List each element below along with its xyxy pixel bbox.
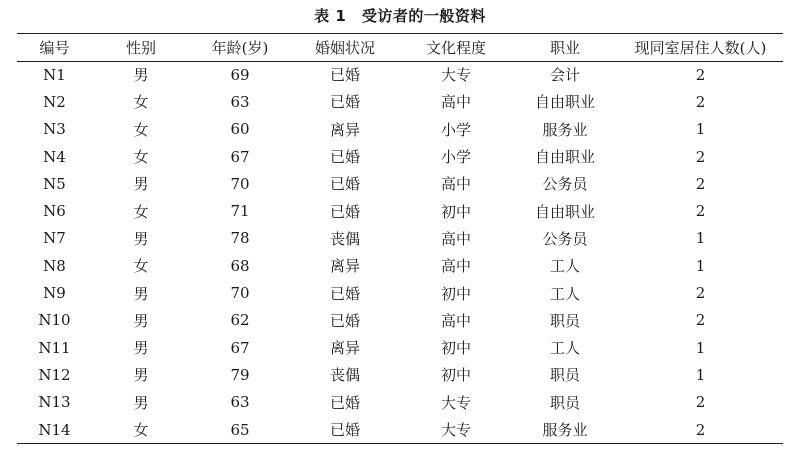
cell-id: N5 (43, 174, 66, 193)
cell-id: N2 (43, 92, 66, 111)
cell-age: 67 (230, 338, 250, 357)
cell-id: N8 (43, 256, 66, 275)
cell-id: N1 (43, 65, 66, 84)
cell-marital-status: 已婚 (329, 393, 360, 412)
table-row (17, 88, 783, 115)
cell-cohabitants: 1 (695, 338, 706, 357)
cell-gender: 女 (133, 421, 149, 439)
table-row (17, 61, 783, 88)
cell-occupation: 公务员 (542, 229, 588, 248)
cell-marital-status: 已婚 (329, 202, 360, 221)
table-body (17, 61, 783, 443)
cell-id: N7 (43, 229, 66, 248)
cell-education: 大专 (440, 393, 471, 412)
cell-age: 70 (230, 284, 250, 303)
cell-occupation: 自由职业 (534, 93, 595, 112)
cell-age: 63 (230, 92, 250, 111)
cell-gender: 女 (133, 93, 149, 112)
header-occupation: 职业 (549, 39, 580, 57)
cell-education: 高中 (440, 175, 471, 194)
cell-age: 63 (230, 393, 250, 412)
cell-age: 69 (230, 65, 250, 84)
cell-gender: 女 (133, 202, 149, 221)
cell-education: 大专 (440, 66, 471, 85)
cell-age: 65 (230, 420, 250, 439)
cell-cohabitants: 1 (695, 229, 706, 248)
header-gender: 性别 (125, 39, 156, 57)
header-education: 文化程度 (425, 39, 486, 57)
cell-marital-status: 已婚 (329, 284, 360, 303)
table-row (17, 143, 783, 170)
cell-occupation: 职员 (549, 366, 580, 385)
cell-marital-status: 丧偶 (329, 229, 360, 248)
cell-id: N4 (43, 147, 66, 166)
cell-cohabitants: 2 (695, 65, 706, 84)
cell-cohabitants: 1 (695, 256, 706, 275)
respondent-table (17, 34, 783, 443)
cell-age: 79 (230, 365, 250, 384)
cell-marital-status: 离异 (329, 257, 360, 276)
cell-age: 67 (230, 147, 250, 166)
cell-cohabitants: 2 (695, 284, 706, 303)
table-row (17, 307, 783, 334)
cell-gender: 男 (133, 311, 149, 330)
cell-gender: 男 (133, 339, 149, 358)
table-row (17, 252, 783, 279)
table-row (17, 116, 783, 143)
cell-education: 高中 (440, 311, 471, 330)
cell-occupation: 服务业 (542, 120, 588, 139)
cell-occupation: 自由职业 (534, 202, 595, 221)
cell-cohabitants: 1 (695, 365, 706, 384)
cell-gender: 女 (133, 257, 149, 276)
cell-occupation: 会计 (549, 66, 580, 85)
cell-id: N10 (38, 311, 71, 330)
cell-id: N11 (38, 338, 71, 357)
cell-cohabitants: 2 (695, 311, 706, 330)
table-row (17, 170, 783, 197)
cell-education: 小学 (440, 148, 471, 167)
cell-gender: 男 (133, 66, 149, 85)
cell-education: 大专 (440, 421, 471, 439)
header-marital-status: 婚姻状况 (314, 39, 375, 57)
header-id: 编号 (39, 39, 70, 57)
cell-id: N14 (38, 420, 71, 439)
table-caption: 表 1 受访者的一般资料 (314, 7, 486, 25)
cell-age: 60 (230, 120, 250, 139)
cell-education: 小学 (440, 120, 471, 139)
cell-cohabitants: 2 (695, 393, 706, 412)
cell-occupation: 公务员 (542, 175, 588, 194)
cell-occupation: 工人 (549, 339, 580, 358)
header-row (17, 34, 783, 61)
cell-marital-status: 已婚 (329, 93, 360, 112)
cell-cohabitants: 2 (695, 202, 706, 221)
cell-gender: 男 (133, 393, 149, 412)
cell-marital-status: 已婚 (329, 311, 360, 330)
cell-id: N6 (43, 202, 66, 221)
cell-occupation: 工人 (549, 284, 580, 303)
header-cohabitants: 现同室居住人数(人) (634, 39, 767, 57)
table-row (17, 334, 783, 361)
cell-education: 高中 (440, 257, 471, 276)
cell-education: 初中 (440, 284, 471, 303)
cell-occupation: 工人 (549, 257, 580, 276)
cell-cohabitants: 2 (695, 420, 706, 439)
cell-marital-status: 离异 (329, 339, 360, 358)
cell-education: 高中 (440, 93, 471, 112)
cell-cohabitants: 2 (695, 174, 706, 193)
cell-occupation: 职员 (549, 393, 580, 412)
cell-education: 初中 (440, 339, 471, 358)
cell-marital-status: 丧偶 (329, 366, 360, 385)
table-row (17, 279, 783, 306)
cell-occupation: 服务业 (542, 421, 588, 439)
cell-marital-status: 已婚 (329, 421, 360, 439)
cell-id: N12 (38, 365, 71, 384)
cell-occupation: 职员 (549, 311, 580, 330)
table-row (17, 197, 783, 224)
cell-cohabitants: 2 (695, 92, 706, 111)
cell-id: N13 (38, 393, 71, 412)
cell-age: 68 (230, 256, 250, 275)
cell-education: 初中 (440, 366, 471, 385)
cell-gender: 男 (133, 284, 149, 303)
cell-occupation: 自由职业 (534, 148, 595, 167)
table-row (17, 225, 783, 252)
cell-gender: 女 (133, 148, 149, 167)
cell-marital-status: 已婚 (329, 148, 360, 167)
table-row (17, 361, 783, 388)
cell-cohabitants: 1 (695, 120, 706, 139)
cell-marital-status: 已婚 (329, 175, 360, 194)
cell-age: 70 (230, 174, 250, 193)
cell-id: N3 (43, 120, 66, 139)
cell-gender: 男 (133, 366, 149, 385)
table-row (17, 389, 783, 416)
cell-education: 高中 (440, 229, 471, 248)
cell-gender: 男 (133, 229, 149, 248)
cell-marital-status: 已婚 (329, 66, 360, 85)
cell-id: N9 (43, 284, 66, 303)
table-row (17, 416, 783, 443)
cell-gender: 男 (133, 175, 149, 194)
cell-marital-status: 离异 (329, 120, 360, 139)
cell-education: 初中 (440, 202, 471, 221)
cell-age: 71 (230, 202, 250, 221)
cell-cohabitants: 2 (695, 147, 706, 166)
header-age: 年龄(岁) (211, 39, 269, 57)
cell-gender: 女 (133, 120, 149, 139)
cell-age: 62 (230, 311, 250, 330)
cell-age: 78 (230, 229, 250, 248)
